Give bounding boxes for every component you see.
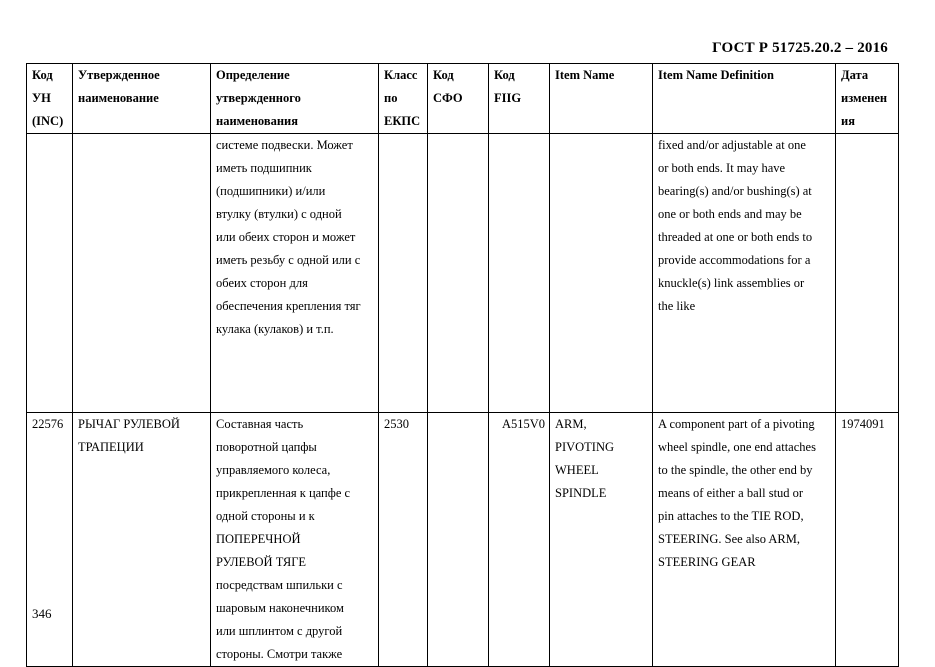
cell-ekps-class: 2530 xyxy=(379,413,428,667)
cell-fiig-code xyxy=(489,134,550,413)
cell-ekps-class xyxy=(379,134,428,413)
cell-definition: Составная часть поворотной цапфы управляемого колеса, прикрепленная к цапфе с одной стороны и к ПОПЕРЕЧНОЙ РУЛЕВОЙ ТЯГЕ посредствам шпильки с шаровым наконечником или шплинтом с другой стороны. Смотри также xyxy=(211,413,379,667)
header-ekps-class: Класс по ЕКПС xyxy=(379,64,428,134)
table-header-row xyxy=(27,64,899,134)
table-row xyxy=(27,413,899,667)
cell-approved-name: РЫЧАГ РУЛЕВОЙ ТРАПЕЦИИ xyxy=(73,413,211,667)
cell-sfo-code xyxy=(428,134,489,413)
cell-fiig-code: A515V0 xyxy=(489,413,550,667)
catalog-table xyxy=(26,63,899,667)
cell-sfo-code xyxy=(428,413,489,667)
cell-approved-name xyxy=(73,134,211,413)
cell-item-name-definition: fixed and/or adjustable at one or both ends. It may have bearing(s) and/or bushing(s) at one or both ends and may be threaded at one or both ends to provide accommodations for a knuckle(s) link assemblies or the like xyxy=(653,134,836,413)
cell-item-name-definition: A component part of a pivoting wheel spindle, one end attaches to the spindle, the other end by means of either a ball stud or pin attaches to the TIE ROD, STEERING. See also ARM, STEERING GEAR xyxy=(653,413,836,667)
header-sfo-code: Код СФО xyxy=(428,64,489,134)
cell-inc-code: 22576 xyxy=(27,413,73,667)
cell-change-date: 1974091 xyxy=(836,413,899,667)
header-change-date: Дата изменен ия xyxy=(836,64,899,134)
header-item-name-definition: Item Name Definition xyxy=(653,64,836,134)
cell-change-date xyxy=(836,134,899,413)
header-definition: Определение утвержденного наименования xyxy=(211,64,379,134)
cell-item-name: ARM, PIVOTING WHEEL SPINDLE xyxy=(550,413,653,667)
header-fiig-code: Код FIIG xyxy=(489,64,550,134)
document-standard-title: ГОСТ Р 51725.20.2 – 2016 xyxy=(712,40,888,56)
header-item-name: Item Name xyxy=(550,64,653,134)
header-inc-code: Код УН (INC) xyxy=(27,64,73,134)
cell-item-name xyxy=(550,134,653,413)
table-row xyxy=(27,134,899,413)
cell-definition: системе подвески. Может иметь подшипник (подшипники) и/или втулку (втулки) с одной или обеих сторон и может иметь резьбу с одной или с обеих сторон для обеспечения крепления тяг кулака (кулаков) и т.п. xyxy=(211,134,379,413)
page-number: 346 xyxy=(32,606,52,621)
header-approved-name: Утвержденное наименование xyxy=(73,64,211,134)
cell-inc-code xyxy=(27,134,73,413)
